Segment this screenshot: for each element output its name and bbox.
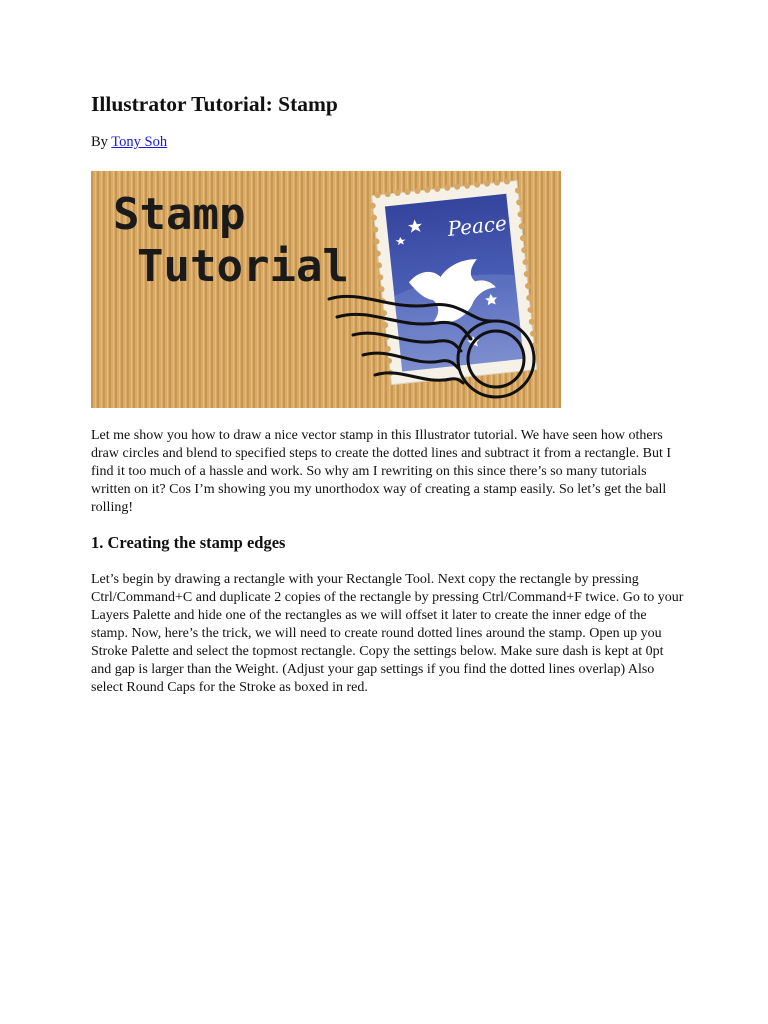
hero-heading-line2: Tutorial	[137, 241, 349, 292]
intro-paragraph: Let me show you how to draw a nice vector stamp in this Illustrator tutorial. We have seen how others draw circles and blend to specified steps to create the dotted lines and subtract it from a rectangle. But I find it too much of a hassle and work. So why am I rewriting on this since there’s so many tutorials written on it? Cos I’m showing you my unorthodox way of creating a stamp easily. So let’s get the ball rolling!	[91, 428, 672, 515]
hero-image	[91, 171, 561, 408]
section-heading: 1. Creating the stamp edges	[91, 533, 286, 552]
section-paragraph: Let’s begin by drawing a rectangle with your Rectangle Tool. Next copy the rectangle by pressing Ctrl/Command+C and duplicate 2 copies of the rectangle by pressing Ctrl/Command+F twice. Go to your Layers Palette and hide one of the rectangles as we will offset it later to create the inner edge of the stamp. Now, here’s the trick, we will need to create round dotted lines around the stamp. Open up you Stroke Palette and select the topmost rectangle. Copy the settings below. Make sure dash is kept at 0pt and gap is larger than the Weight. (Adjust your gap settings if you find the dotted lines overlap) Also select Round Caps for the Stroke as boxed in red.	[91, 572, 684, 695]
stamp-text: Peace	[446, 210, 508, 241]
byline-prefix: By	[91, 134, 108, 150]
page-title: Illustrator Tutorial: Stamp	[91, 92, 338, 116]
hero-heading-line1: Stamp	[113, 189, 246, 240]
byline	[91, 134, 167, 151]
author-link[interactable]: Tony Soh	[111, 134, 168, 150]
